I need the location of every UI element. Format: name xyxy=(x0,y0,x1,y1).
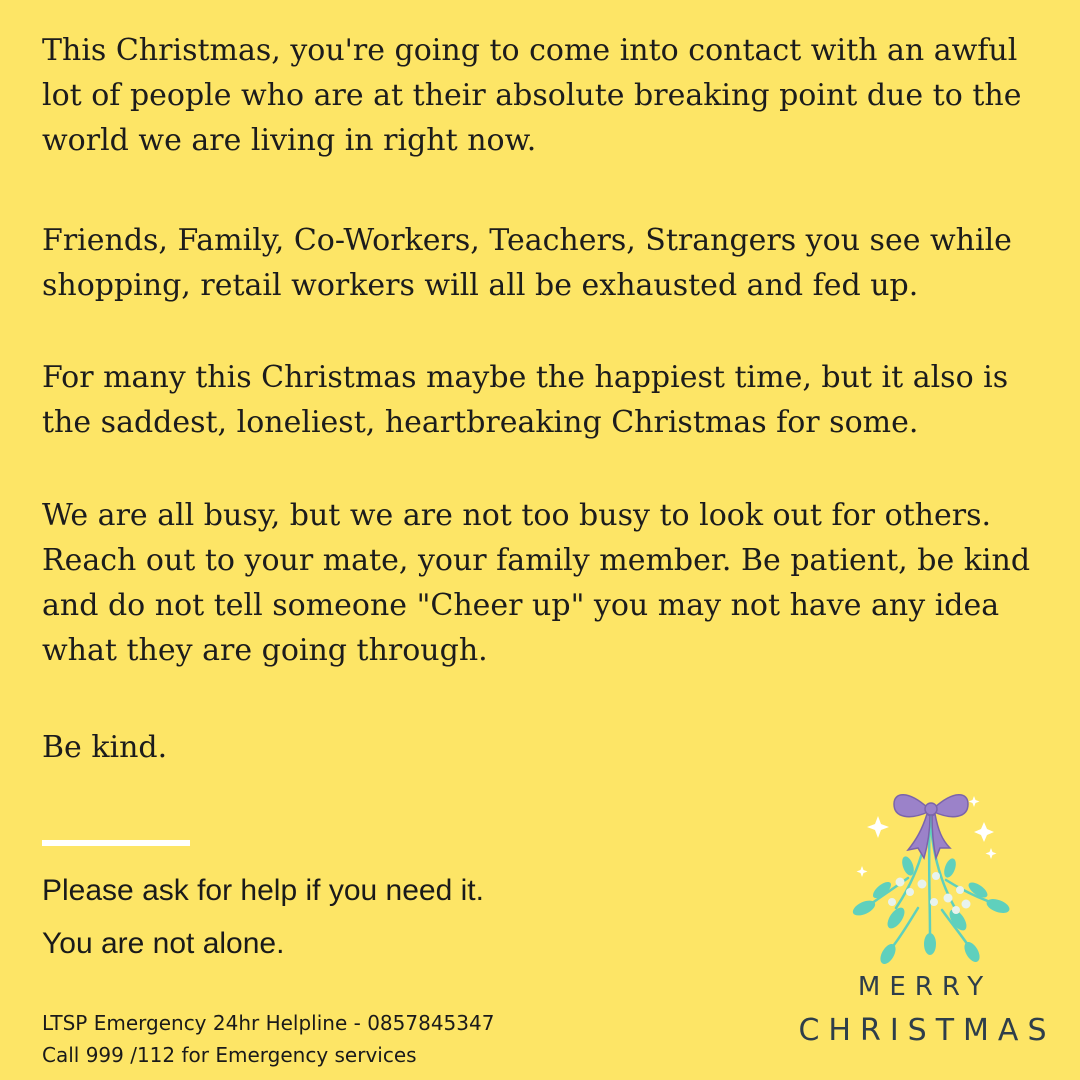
helpline-number: LTSP Emergency 24hr Helpline - 0857845347 xyxy=(42,1011,495,1035)
greeting-merry: MERRY xyxy=(857,972,993,1002)
paragraph-people: Friends, Family, Co-Workers, Teachers, Strangers you see while shopping, retail workers will all be exhausted and fed up. xyxy=(42,223,1012,303)
mistletoe-with-bow-icon xyxy=(838,778,1018,968)
paragraph-be-kind: Be kind. xyxy=(42,730,168,765)
paragraph-reach-out: We are all busy, but we are not too busy to look out for others. Reach out to your mate, your family member. Be patient, be kind and do not tell someone "Cheer up" you may not have any idea what they are going through. xyxy=(42,498,1031,668)
paragraph-christmas: For many this Christmas maybe the happiest time, but it also is the saddest, loneliest, heartbreaking Christmas for some. xyxy=(42,360,1009,440)
paragraph-intro: This Christmas, you're going to come into contact with an awful lot of people who are at their absolute breaking point due to the world we are living in right now. xyxy=(42,33,1022,158)
help-line-not-alone: You are not alone. xyxy=(42,927,285,960)
emergency-services: Call 999 /112 for Emergency services xyxy=(42,1043,417,1067)
divider xyxy=(42,840,190,846)
help-line-ask: Please ask for help if you need it. xyxy=(42,874,484,907)
greeting-christmas: CHRISTMAS xyxy=(798,1013,1056,1048)
